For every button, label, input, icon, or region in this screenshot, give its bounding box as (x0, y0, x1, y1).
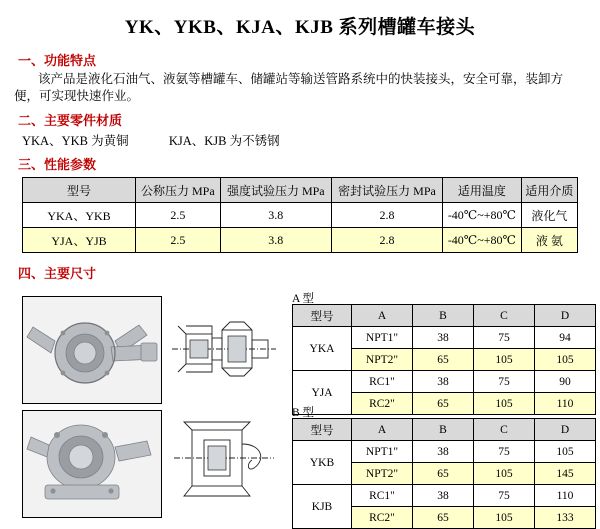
dim-a-r0-c3: 94 (535, 327, 596, 349)
perf-r1-c4: -40℃~+80℃ (443, 228, 522, 253)
drawing-coupling-a (170, 296, 280, 402)
table-row (293, 327, 596, 349)
dimension-table-a (292, 304, 596, 415)
section-1-body: 该产品是液化石油气、液氨等槽罐车、储罐站等输送管路系统中的快装接头，安全可靠，装卸方便，可实现快速作业。 (14, 72, 564, 103)
photo-a-graphic (23, 297, 161, 403)
dim-b-header-4: D (535, 419, 596, 441)
perf-r0-c1: 2.5 (136, 203, 221, 228)
dim-b-header-0: 型号 (293, 419, 352, 441)
dim-a-r1-c2: 105 (474, 349, 535, 371)
dim-b-r0-c3: 105 (535, 441, 596, 463)
perf-header-4: 适用温度 (443, 178, 522, 203)
dim-b-r3-c2: 105 (474, 507, 535, 529)
dim-b-r2-c2: 75 (474, 485, 535, 507)
dim-a-r2-c2: 75 (474, 371, 535, 393)
section-3-heading: 三、性能参数 (18, 157, 97, 172)
dim-a-r0-c0: NPT1" (352, 327, 413, 349)
table-row (23, 203, 578, 228)
dim-a-r2-c0: RC1" (352, 371, 413, 393)
section-2-heading: 二、主要零件材质 (18, 113, 123, 128)
dim-a-r0-c2: 75 (474, 327, 535, 349)
section-2-body (22, 131, 600, 149)
dim-a-r3-c1: 65 (413, 393, 474, 415)
table-header-row (293, 305, 596, 327)
drawing-coupling-b (170, 410, 280, 516)
dim-a-header-3: C (474, 305, 535, 327)
dim-a-caption: A 型 (292, 293, 315, 305)
perf-header-2: 强度试验压力 MPa (220, 178, 331, 203)
perf-r0-c0: YKA、YKB (23, 203, 136, 228)
photo-coupling-b (22, 410, 162, 518)
dim-b-r3-c3: 133 (535, 507, 596, 529)
perf-r1-c5: 液 氨 (521, 228, 577, 253)
dim-a-r3-c3: 110 (535, 393, 596, 415)
dim-b-r1-c3: 145 (535, 463, 596, 485)
drawing-a-graphic (170, 296, 280, 402)
dim-a-header-4: D (535, 305, 596, 327)
performance-table (22, 177, 578, 253)
material-brass: YKA、YKB 为黄铜 (22, 134, 129, 148)
dim-b-r0-c1: 38 (413, 441, 474, 463)
dim-b-header-3: C (474, 419, 535, 441)
dim-a-r2-c3: 90 (535, 371, 596, 393)
perf-r0-c4: -40℃~+80℃ (443, 203, 522, 228)
material-steel: KJA、KJB 为不锈钢 (168, 134, 280, 148)
perf-r1-c2: 3.8 (220, 228, 331, 253)
perf-r1-c3: 2.8 (331, 228, 442, 253)
photo-coupling-a (22, 296, 162, 404)
dim-a-model-0: YKA (293, 327, 352, 371)
perf-header-5: 适用介质 (521, 178, 577, 203)
dim-b-caption: B 型 (292, 407, 315, 419)
drawing-b-graphic (170, 410, 280, 516)
dim-a-header-0: 型号 (293, 305, 352, 327)
dim-a-r1-c3: 105 (535, 349, 596, 371)
dim-a-header-2: B (413, 305, 474, 327)
table-header-row (23, 178, 578, 203)
dim-a-r1-c0: NPT2" (352, 349, 413, 371)
table-row (293, 485, 596, 507)
page-title: YK、YKB、KJA、KJB 系列槽罐车接头 (124, 17, 476, 38)
dim-a-r2-c1: 38 (413, 371, 474, 393)
table-row (23, 228, 578, 253)
dim-a-r3-c2: 105 (474, 393, 535, 415)
dim-b-r3-c1: 65 (413, 507, 474, 529)
dim-b-model-1: KJB (293, 485, 352, 529)
perf-r0-c3: 2.8 (331, 203, 442, 228)
dim-b-r1-c0: NPT2" (352, 463, 413, 485)
perf-r0-c2: 3.8 (220, 203, 331, 228)
dim-b-r1-c1: 65 (413, 463, 474, 485)
dim-a-model-1: YJA (293, 371, 352, 415)
perf-header-0: 型号 (23, 178, 136, 203)
dim-b-r0-c0: NPT1" (352, 441, 413, 463)
section-4-heading: 四、主要尺寸 (18, 266, 97, 281)
section-1-heading: 一、功能特点 (18, 53, 97, 68)
dim-b-r3-c0: RC2" (352, 507, 413, 529)
dim-b-r2-c1: 38 (413, 485, 474, 507)
dim-b-r0-c2: 75 (474, 441, 535, 463)
dim-b-header-1: A (352, 419, 413, 441)
perf-header-1: 公称压力 MPa (136, 178, 221, 203)
dim-a-header-1: A (352, 305, 413, 327)
perf-header-3: 密封试验压力 MPa (331, 178, 442, 203)
dim-a-r1-c1: 65 (413, 349, 474, 371)
dimension-table-b (292, 418, 596, 529)
dim-a-r3-c0: RC2" (352, 393, 413, 415)
table-header-row (293, 419, 596, 441)
table-row (293, 441, 596, 463)
perf-r0-c5: 液化气 (521, 203, 577, 228)
dim-b-model-0: YKB (293, 441, 352, 485)
dim-a-r0-c1: 38 (413, 327, 474, 349)
dim-b-r2-c3: 110 (535, 485, 596, 507)
dim-b-header-2: B (413, 419, 474, 441)
dim-b-r2-c0: RC1" (352, 485, 413, 507)
dim-b-r1-c2: 105 (474, 463, 535, 485)
perf-r1-c1: 2.5 (136, 228, 221, 253)
table-row (293, 371, 596, 393)
photo-b-graphic (23, 411, 161, 517)
perf-r1-c0: YJA、YJB (23, 228, 136, 253)
